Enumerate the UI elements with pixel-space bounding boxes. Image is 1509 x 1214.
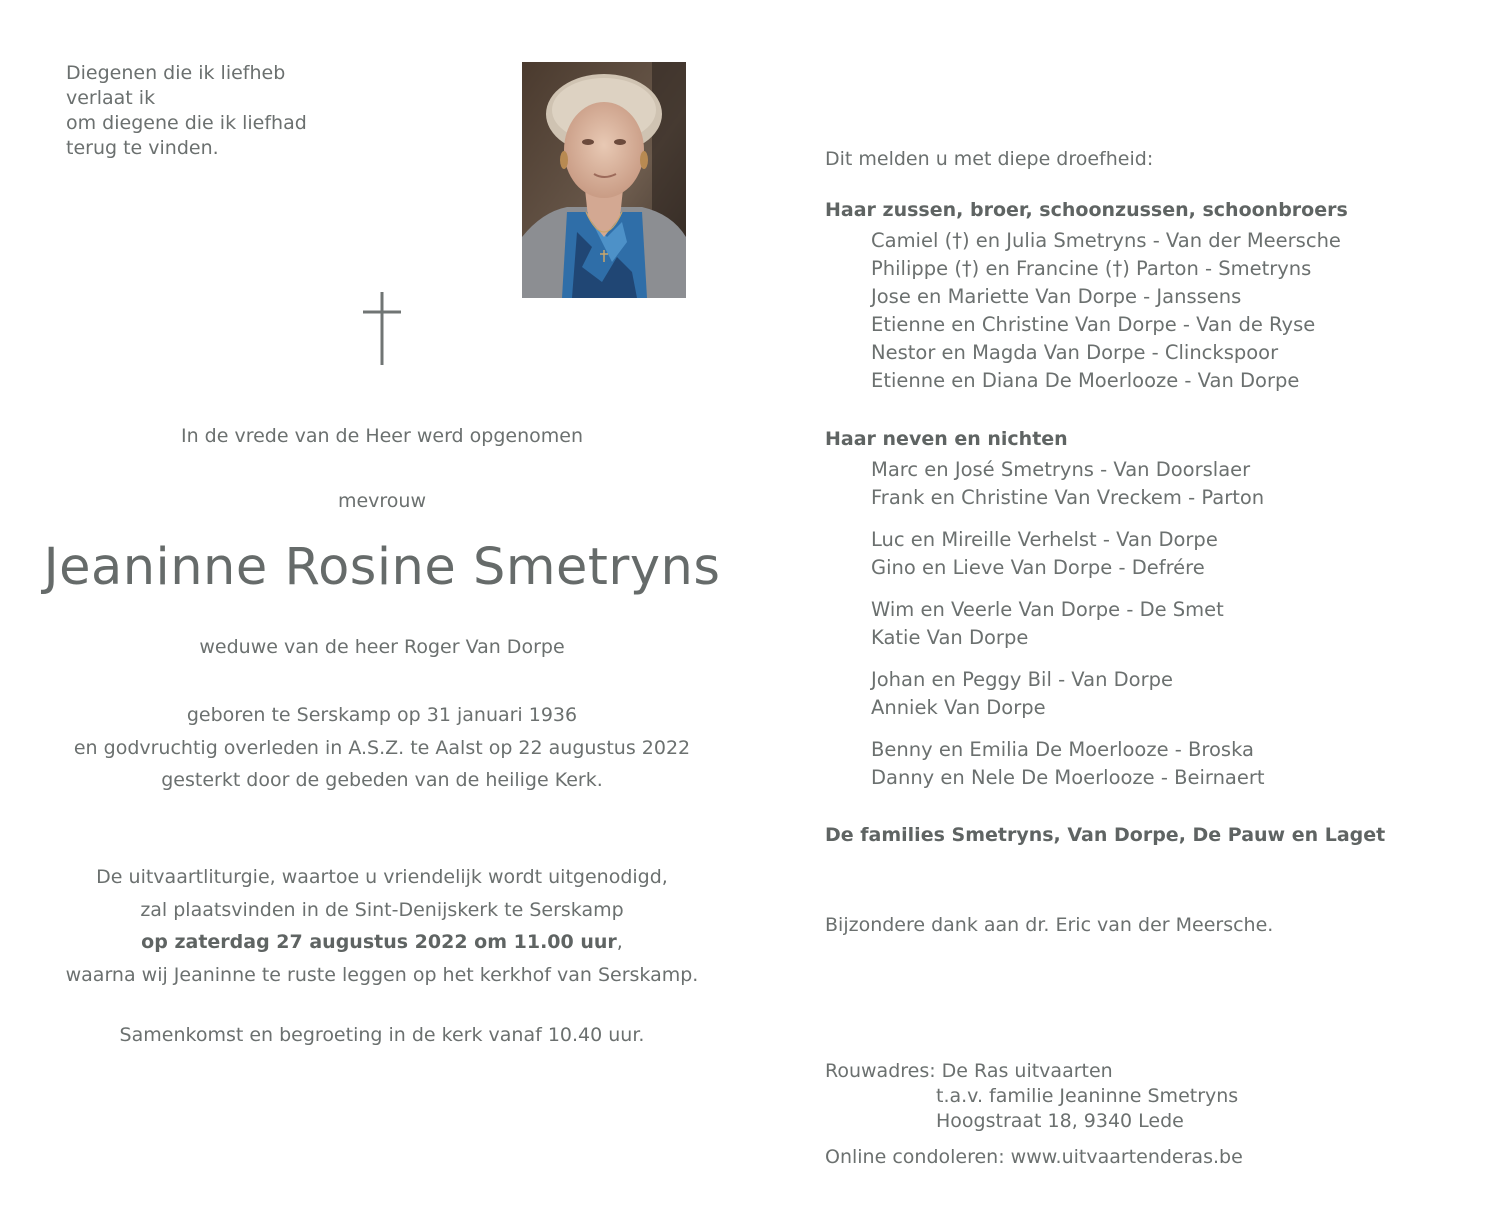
poem-line: Diegenen die ik liefheb: [66, 62, 286, 84]
cross-icon: [361, 292, 403, 370]
list-item: Wim en Veerle Van Dorpe - De Smet: [871, 598, 1224, 621]
list-item: Nestor en Magda Van Dorpe - Clinckspoor: [871, 341, 1279, 364]
list-item: Luc en Mireille Verhelst - Van Dorpe: [871, 528, 1218, 551]
list-item: Benny en Emilia De Moerlooze - Broska: [871, 738, 1254, 761]
bio-line: gesterkt door de gebeden van de heilige Kerk.: [161, 769, 603, 791]
family-group-cousins: [825, 428, 1265, 792]
families-line: De families Smetryns, Van Dorpe, De Pauw en Laget: [825, 824, 1386, 846]
poem-line: verlaat ik: [66, 87, 156, 109]
funeral-info: [20, 861, 744, 991]
member-list: [825, 227, 1348, 395]
deceased-name: Jeaninne Rosine Smetryns: [43, 538, 721, 597]
list-item: Jose en Mariette Van Dorpe - Janssens: [871, 285, 1242, 308]
list-item: Danny en Nele De Moerlooze - Beirnaert: [871, 766, 1265, 789]
list-item: Marc en José Smetryns - Van Doorslaer: [871, 458, 1251, 481]
family-group-siblings: [825, 199, 1348, 395]
bio-line: en godvruchtig overleden in A.S.Z. te Aalst op 22 augustus 2022: [73, 736, 691, 759]
list-item: Anniek Van Dorpe: [871, 696, 1046, 719]
funeral-date-line: op zaterdag 27 augustus 2022 om 11.00 uur,: [141, 931, 623, 953]
address-line: t.a.v. familie Jeaninne Smetryns: [936, 1085, 1239, 1107]
list-item: Gino en Lieve Van Dorpe - Defrére: [871, 556, 1205, 579]
thanks-line: Bijzondere dank aan dr. Eric van der Meersche.: [825, 914, 1274, 936]
portrait-photo: [522, 62, 686, 298]
bio-line: geboren te Serskamp op 31 januari 1936: [186, 704, 578, 726]
list-item: Johan en Peggy Bil - Van Dorpe: [871, 668, 1173, 691]
list-item: Etienne en Christine Van Dorpe - Van de Ryse: [871, 313, 1316, 336]
announcement: Dit melden u met diepe droefheid:: [825, 148, 1154, 170]
address-line: Rouwadres: De Ras uitvaarten: [825, 1060, 1113, 1082]
list-item: Frank en Christine Van Vreckem - Parton: [871, 486, 1265, 509]
list-item: Katie Van Dorpe: [871, 626, 1029, 649]
funeral-date: op zaterdag 27 augustus 2022 om 11.00 uur: [141, 931, 617, 953]
address-line: Hoogstraat 18, 9340 Lede: [936, 1110, 1184, 1132]
mourning-address: [825, 1059, 1238, 1134]
funeral-line: zal plaatsvinden in de Sint-Denijskerk te Serskamp: [140, 898, 624, 921]
list-item: Camiel (†) en Julia Smetryns - Van der Meersche: [871, 229, 1341, 252]
list-item: Philippe (†) en Francine (†) Parton - Smetryns: [871, 257, 1312, 280]
salutation: mevrouw: [337, 490, 427, 512]
group-title: Haar zussen, broer, schoonzussen, schoonbroers: [825, 199, 1348, 221]
funeral-line: De uitvaartliturgie, waartoe u vriendelijk wordt uitgenodigd,: [96, 866, 668, 888]
meeting-info: Samenkomst en begroeting in de kerk vanaf 10.40 uur.: [119, 1024, 645, 1046]
poem-line: terug te vinden.: [66, 137, 219, 159]
online-condolence-link[interactable]: Online condoleren: www.uitvaartenderas.be: [825, 1146, 1243, 1168]
biography: [20, 699, 744, 797]
group-title: Haar neven en nichten: [825, 428, 1068, 450]
poem: [66, 61, 307, 161]
intro-text: In de vrede van de Heer werd opgenomen: [180, 425, 583, 447]
funeral-line: waarna wij Jeaninne te ruste leggen op het kerkhof van Serskamp.: [65, 963, 699, 986]
member-list: [825, 456, 1265, 792]
list-item: Etienne en Diana De Moerlooze - Van Dorpe: [871, 369, 1300, 392]
widow-of: weduwe van de heer Roger Van Dorpe: [199, 636, 565, 658]
poem-line: om diegene die ik liefhad: [66, 112, 307, 134]
